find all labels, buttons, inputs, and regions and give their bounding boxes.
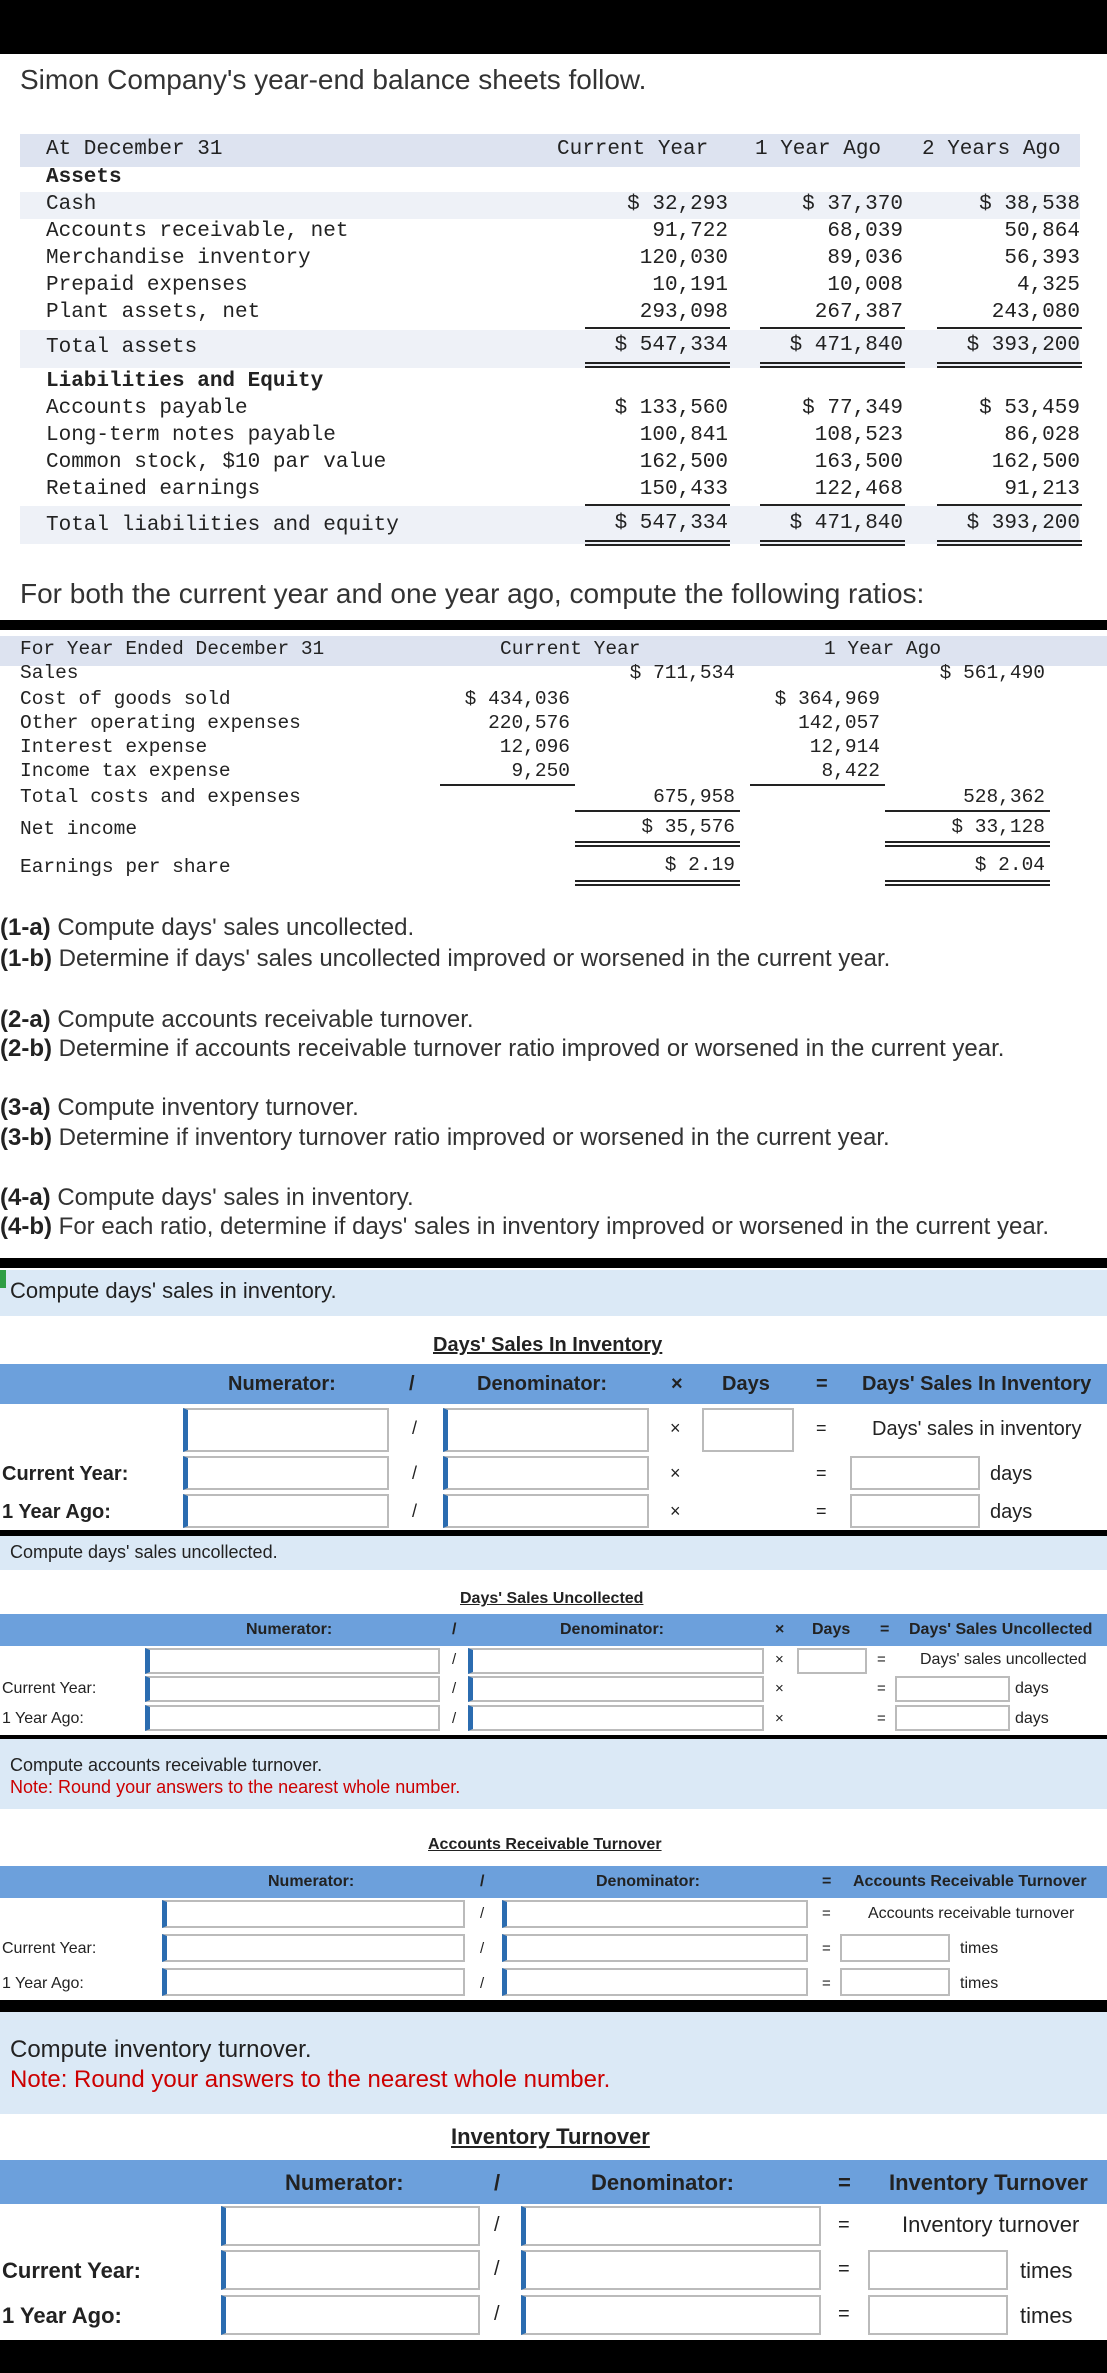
ar-turnover-ya-numerator[interactable] — [162, 1968, 465, 1996]
is-cell: $ 364,969 — [774, 688, 880, 710]
ar-turnover-title: Accounts Receivable Turnover — [428, 1836, 662, 1853]
is-cell: 220,576 — [488, 712, 570, 734]
is-net-income-label: Net income — [20, 818, 138, 840]
bs-row-label: Merchandise inventory — [46, 247, 311, 270]
is-cell: 12,914 — [809, 736, 880, 758]
bs-cell: 122,468 — [814, 478, 903, 501]
question-1a: (1-a) Compute days' sales uncollected. — [0, 914, 415, 941]
days-inventory-numerator-input[interactable] — [183, 1408, 389, 1452]
days-uncollected-denominator-input[interactable] — [468, 1648, 764, 1674]
days-inventory-ya-numerator[interactable] — [183, 1494, 389, 1528]
ratios-prompt: For both the current year and one year ago, compute the following ratios: — [20, 578, 925, 609]
bs-cell: 267,387 — [814, 301, 903, 324]
is-cell: 9,250 — [511, 760, 570, 782]
bs-row-label: Prepaid expenses — [46, 274, 248, 297]
is-cell: 675,958 — [653, 786, 735, 808]
days-inventory-days-input[interactable] — [702, 1408, 794, 1452]
bs-liab-heading: Liabilities and Equity — [46, 370, 324, 393]
bs-cell: $ 53,459 — [979, 397, 1080, 420]
is-row-label: Income tax expense — [20, 760, 231, 782]
question-3a: (3-a) Compute inventory turnover. — [0, 1094, 359, 1121]
days-uncollected-cy-denominator[interactable] — [468, 1676, 764, 1702]
is-sales-label: Sales — [20, 662, 79, 684]
is-cell: 8,422 — [821, 760, 880, 782]
is-cell: $ 711,534 — [629, 662, 735, 684]
days-uncollected-cy-numerator[interactable] — [145, 1676, 440, 1702]
bs-col-current: Current Year — [557, 138, 709, 161]
bs-cell: $ 37,370 — [802, 193, 903, 216]
bs-col-2yr: 2 Years Ago — [922, 138, 1061, 161]
bs-cell: 89,036 — [827, 247, 903, 270]
is-cell: 528,362 — [963, 786, 1045, 808]
bs-cell: 120,030 — [639, 247, 728, 270]
bs-row-label: Retained earnings — [46, 478, 261, 501]
bs-cell: 86,028 — [1004, 424, 1080, 447]
bs-cell: $ 393,200 — [966, 512, 1080, 535]
bs-assets-heading: Assets — [46, 166, 122, 189]
is-col-current: Current Year — [500, 638, 641, 660]
inventory-turnover-instruction-bar: Compute inventory turnover. Note: Round your answers to the nearest whole number. — [0, 2012, 1107, 2114]
inventory-turnover-ya-result[interactable] — [868, 2295, 1008, 2335]
days-uncollected-numerator-input[interactable] — [145, 1648, 440, 1674]
bs-cell: 91,213 — [1004, 478, 1080, 501]
is-eps-label: Earnings per share — [20, 856, 231, 878]
days-uncollected-instruction-bar: Compute days' sales uncollected. — [0, 1536, 1107, 1570]
bs-total-liab-label: Total liabilities and equity — [46, 514, 399, 537]
inventory-turnover-ya-denominator[interactable] — [521, 2295, 821, 2335]
bs-cell: $ 32,293 — [627, 193, 728, 216]
bs-cell: 91,722 — [652, 220, 728, 243]
ar-turnover-numerator-input[interactable] — [162, 1900, 465, 1928]
days-uncollected-ya-result[interactable] — [895, 1705, 1010, 1731]
bs-cell: 162,500 — [639, 451, 728, 474]
days-inventory-cy-result[interactable] — [850, 1456, 980, 1490]
is-cell: $ 35,576 — [641, 816, 735, 838]
intro-text: Simon Company's year-end balance sheets follow. — [20, 64, 647, 95]
is-col-label: For Year Ended December 31 — [20, 638, 325, 660]
question-4b: (4-b) For each ratio, determine if days' sales in inventory improved or worsened in the current year. — [0, 1213, 1050, 1240]
inventory-turnover-denominator-input[interactable] — [521, 2206, 821, 2246]
days-uncollected-ya-numerator[interactable] — [145, 1705, 440, 1731]
bs-cell: $ 133,560 — [614, 397, 728, 420]
bs-cell: $ 547,334 — [614, 334, 728, 357]
days-uncollected-title: Days' Sales Uncollected — [460, 1590, 644, 1607]
ar-turnover-ya-result[interactable] — [840, 1968, 950, 1996]
days-uncollected-cy-result[interactable] — [895, 1676, 1010, 1702]
is-cell: $ 2.19 — [664, 854, 735, 876]
bs-col-label: At December 31 — [46, 138, 223, 161]
days-inventory-ya-result[interactable] — [850, 1494, 980, 1528]
bs-col-1yr: 1 Year Ago — [755, 138, 882, 161]
inventory-turnover-cy-result[interactable] — [868, 2250, 1008, 2290]
bs-cell: 163,500 — [814, 451, 903, 474]
bs-row-label: Long-term notes payable — [46, 424, 336, 447]
is-cell: 142,057 — [798, 712, 880, 734]
question-3b: (3-b) Determine if inventory turnover ratio improved or worsened in the current year. — [0, 1124, 890, 1151]
bs-cell: 56,393 — [1004, 247, 1080, 270]
inventory-turnover-title: Inventory Turnover — [451, 2124, 650, 2149]
question-1b: (1-b) Determine if days' sales uncollected improved or worsened in the current year. — [0, 945, 891, 972]
days-inventory-cy-denominator[interactable] — [443, 1456, 649, 1490]
bs-cell: 68,039 — [827, 220, 903, 243]
ar-turnover-cy-denominator[interactable] — [502, 1934, 808, 1962]
bs-cell: $ 38,538 — [979, 193, 1080, 216]
bs-cell: 293,098 — [639, 301, 728, 324]
inventory-turnover-ya-numerator[interactable] — [221, 2295, 480, 2335]
top-bar — [0, 0, 1107, 54]
ar-turnover-denominator-input[interactable] — [502, 1900, 808, 1928]
ar-turnover-ya-denominator[interactable] — [502, 1968, 808, 1996]
is-cell: $ 561,490 — [939, 662, 1045, 684]
bs-cell: $ 77,349 — [802, 397, 903, 420]
bs-cell: $ 471,840 — [789, 512, 903, 535]
is-row-label: Interest expense — [20, 736, 208, 758]
days-inventory-title: Days' Sales In Inventory — [433, 1334, 663, 1356]
is-cell: $ 434,036 — [464, 688, 570, 710]
bs-row-label: Accounts payable — [46, 397, 248, 420]
bs-cell: $ 547,334 — [614, 512, 728, 535]
days-uncollected-days-input[interactable] — [797, 1648, 867, 1674]
bs-cell: 50,864 — [1004, 220, 1080, 243]
bs-cell: 243,080 — [991, 301, 1080, 324]
days-inventory-instruction-bar: Compute days' sales in inventory. — [0, 1270, 1107, 1316]
is-row-label: Other operating expenses — [20, 712, 301, 734]
is-col-ago: 1 Year Ago — [824, 638, 942, 660]
inventory-turnover-numerator-input[interactable] — [221, 2206, 480, 2246]
bs-cell: 162,500 — [991, 451, 1080, 474]
bs-cell: 108,523 — [814, 424, 903, 447]
question-4a: (4-a) Compute days' sales in inventory. — [0, 1184, 414, 1211]
days-inventory-ya-denominator[interactable] — [443, 1494, 649, 1528]
bs-total-assets-label: Total assets — [46, 336, 198, 359]
days-inventory-denominator-input[interactable] — [443, 1408, 649, 1452]
days-inventory-cy-numerator[interactable] — [183, 1456, 389, 1490]
is-cell: $ 2.04 — [974, 854, 1045, 876]
bs-cell: $ 393,200 — [966, 334, 1080, 357]
ar-turnover-cy-result[interactable] — [840, 1934, 950, 1962]
ar-turnover-cy-numerator[interactable] — [162, 1934, 465, 1962]
days-uncollected-ya-denominator[interactable] — [468, 1705, 764, 1731]
is-row-label: Cost of goods sold — [20, 688, 231, 710]
bs-cell: $ 471,840 — [789, 334, 903, 357]
is-total-costs-label: Total costs and expenses — [20, 786, 301, 808]
is-cell: $ 33,128 — [951, 816, 1045, 838]
question-2b: (2-b) Determine if accounts receivable turnover ratio improved or worsened in the current year. — [0, 1035, 1005, 1062]
inventory-turnover-cy-denominator[interactable] — [521, 2250, 821, 2290]
bs-cell: 4,325 — [1016, 274, 1080, 297]
bs-cell: 10,191 — [652, 274, 728, 297]
ar-turnover-instruction-bar: Compute accounts receivable turnover. Note: Round your answers to the nearest whole number. — [0, 1739, 1107, 1809]
bs-cell: 150,433 — [639, 478, 728, 501]
bs-row-label: Accounts receivable, net — [46, 220, 349, 243]
is-cell: 12,096 — [499, 736, 570, 758]
bs-row-label: Common stock, $10 par value — [46, 451, 387, 474]
bs-row-label: Cash — [46, 193, 97, 216]
bs-cell: 100,841 — [639, 424, 728, 447]
bs-cell: 10,008 — [827, 274, 903, 297]
inventory-turnover-cy-numerator[interactable] — [221, 2250, 480, 2290]
bs-row-label: Plant assets, net — [46, 301, 261, 324]
question-2a: (2-a) Compute accounts receivable turnover. — [0, 1006, 474, 1033]
